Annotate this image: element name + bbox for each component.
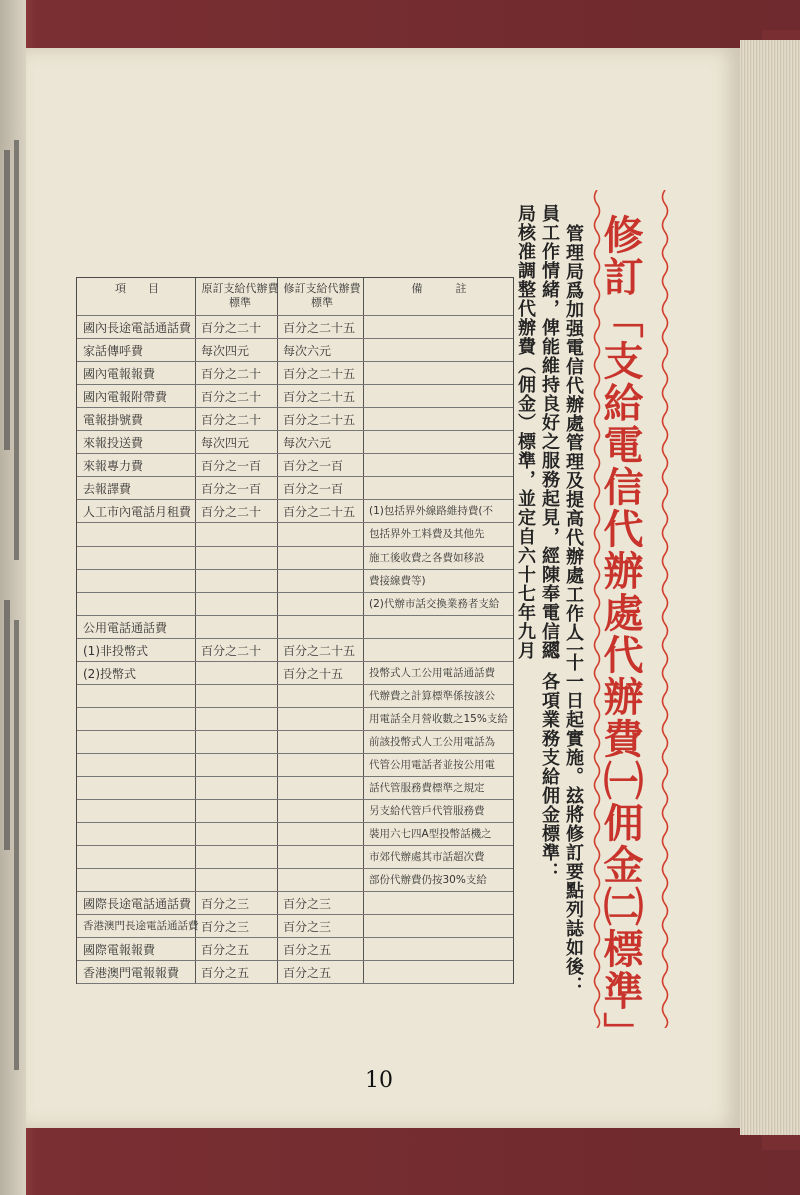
table-cell: 國際長途電話通話費 <box>83 897 192 912</box>
table-cell: 部份代辦費仍按30%支給 <box>369 874 487 887</box>
page-title: 修訂「支給電信代辦處代辦費㈠佣金㈡標準」 <box>597 214 644 1054</box>
table-cell: 百分之二十 <box>201 390 262 405</box>
table-cell: 每次四元 <box>201 436 250 451</box>
table-cell: 代辦費之計算標準係按該公 <box>369 689 495 702</box>
table-cell: 百分之二十五 <box>283 413 356 428</box>
page-number: 10 <box>365 1068 393 1093</box>
table-cell: 費接線費等) <box>369 574 426 587</box>
table-cell: 百分之二十五 <box>283 390 356 405</box>
table-cell: 來報專力費 <box>83 459 144 474</box>
table-cell: 百分之二十五 <box>283 505 356 520</box>
table-cell: 市郊代辦處其市話超次費 <box>369 851 485 864</box>
intro-line-2: 員工作情緒，俾能維持良好之服務起見，經陳奉電信總 <box>539 204 560 660</box>
table-cell: 裝用六七四A型投幣話機之 <box>369 828 492 841</box>
table-cell: 百分之一百 <box>201 482 262 497</box>
table-cell: 每次六元 <box>283 344 332 359</box>
table-cell: 投幣式人工公用電話通話費 <box>369 666 495 679</box>
table-cell: 百分之二十 <box>201 643 262 658</box>
table-cell: 百分之二十五 <box>283 643 356 658</box>
table-cell: 百分之一百 <box>201 459 262 474</box>
table-cell: 用電話全月營收數之15%支給 <box>369 712 508 725</box>
table-cell: 電報掛號費 <box>83 413 144 428</box>
table-cell: 百分之五 <box>283 943 332 958</box>
intro-line-5: 一、各項業務支給佣金標準： <box>539 634 560 881</box>
table-cell: (1)非投幣式 <box>83 643 148 658</box>
table-header-cell: 備 註 <box>411 282 467 295</box>
table-cell: 百分之三 <box>201 920 250 935</box>
table-header-cell: 項 目 <box>115 282 159 295</box>
table-header-cell: 原訂支給代辦費標準 <box>201 282 279 309</box>
table-cell: 百分之五 <box>201 943 250 958</box>
table-cell: 香港澳門長途電話通話費 <box>83 920 199 933</box>
table-cell: 百分之一百 <box>283 459 344 474</box>
table-cell: (2)投幣式 <box>83 666 136 681</box>
table-cell: 國際電報報費 <box>83 943 156 958</box>
table-cell: 公用電話通話費 <box>83 620 168 635</box>
table-cell: 每次六元 <box>283 436 332 451</box>
table-cell: 百分之三 <box>283 920 332 935</box>
table-cell: 百分之二十 <box>201 367 262 382</box>
table-cell: 國內電報報費 <box>83 367 156 382</box>
table-cell: 國內長途電話通話費 <box>83 321 192 335</box>
table-cell: 包括界外工料費及其他先 <box>369 528 485 541</box>
table-cell: 來報投送費 <box>83 436 144 451</box>
table-cell: 百分之三 <box>283 897 332 912</box>
table-cell: 香港澳門電報報費 <box>83 966 180 981</box>
table-cell: 百分之一百 <box>283 482 344 497</box>
title-border-left <box>592 190 602 1028</box>
table-cell: 施工後收費之各費如移設 <box>369 551 485 564</box>
table-cell: 百分之十五 <box>283 666 344 681</box>
table-cell: 百分之二十五 <box>283 321 356 335</box>
table-cell: 家話傳呼費 <box>83 344 144 359</box>
table-cell: 人工市內電話月租費 <box>83 505 192 520</box>
table-cell: (2)代辦市話交換業務者支給 <box>369 597 500 610</box>
previous-page-edge <box>0 0 26 1195</box>
table-cell: 每次四元 <box>201 344 250 359</box>
table-cell: 百分之二十 <box>201 413 262 428</box>
table-cell: (1)包括界外線路維持費(不 <box>369 505 493 518</box>
page-stack-edge <box>740 40 800 1135</box>
table-cell: 百分之五 <box>283 966 332 981</box>
commission-table <box>76 277 514 984</box>
table-cell: 百分之五 <box>201 966 250 981</box>
table-cell: 去報譯費 <box>83 482 132 497</box>
intro-line-4: 二十一日起實施。玆將修訂要點列誌如後： <box>563 634 584 995</box>
table-cell: 百分之三 <box>201 897 250 912</box>
table-cell: 另支給代管戶代管服務費 <box>369 805 485 818</box>
table-cell: 前該投幣式人工公用電話為 <box>369 735 495 748</box>
intro-line-1: 管理局爲加强電信代辦處管理及提高代辦處工作人 <box>563 224 584 642</box>
intro-line-3: 局核准調整代辦費（佣金）標準，並定自六十七年九月 <box>515 204 536 660</box>
table-header-cell: 修訂支給代辦費標準 <box>283 282 361 309</box>
table-cell: 國內電報附帶費 <box>83 390 168 405</box>
table-cell: 百分之二十 <box>201 505 262 520</box>
table-cell: 百分之二十 <box>201 321 262 335</box>
table-cell: 話代管服務費標準之規定 <box>369 782 485 794</box>
table-cell: 百分之二十五 <box>283 367 356 382</box>
title-border-right <box>660 190 670 1028</box>
table-cell: 代管公用電話者並按公用電 <box>369 758 495 771</box>
